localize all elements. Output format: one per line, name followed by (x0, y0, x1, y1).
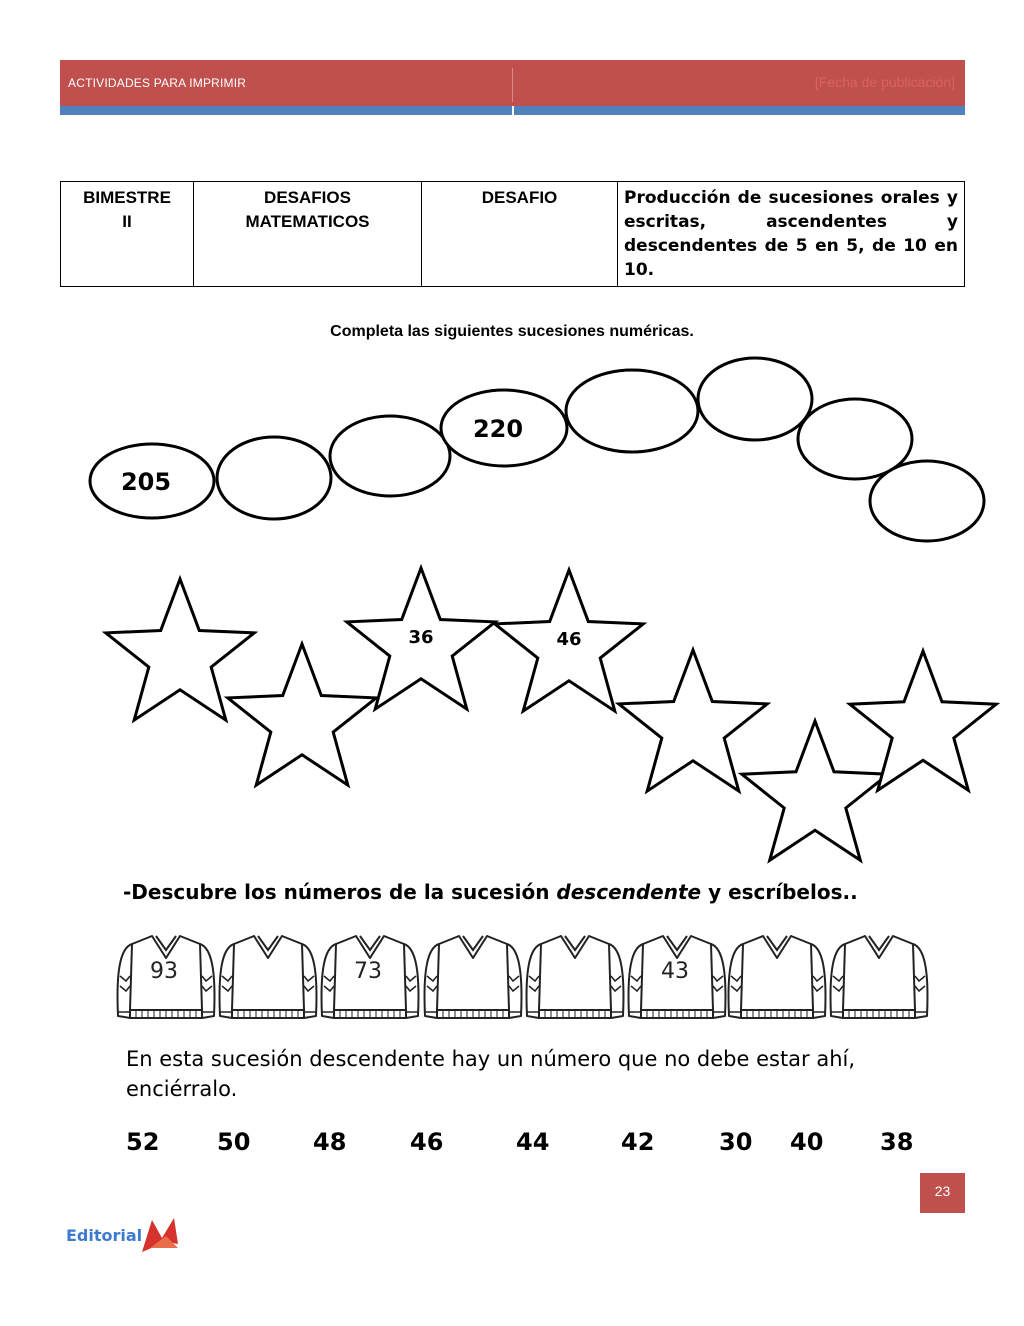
bimestre-label: BIMESTRE (83, 188, 171, 207)
sequence-number[interactable]: 30 (719, 1128, 753, 1156)
sequence-star[interactable] (228, 644, 376, 785)
oval-number: 220 (472, 415, 524, 443)
sequence-star[interactable] (619, 650, 767, 791)
sweater[interactable] (322, 936, 419, 1018)
sweater[interactable] (831, 936, 928, 1018)
desafios-label-1: DESAFIOS (264, 188, 351, 207)
star-number: 36 (408, 627, 434, 648)
sequence-number[interactable]: 46 (410, 1128, 444, 1156)
logo-text: Editorial (66, 1226, 143, 1245)
sequence-oval[interactable] (698, 358, 812, 440)
title-part-1: -Descubre los números de la sucesión (123, 880, 557, 904)
oval-number: 205 (120, 468, 172, 496)
sweater[interactable] (118, 936, 215, 1018)
sweater[interactable] (629, 936, 726, 1018)
sequence-star[interactable] (850, 651, 996, 790)
title-part-2: y escríbelos.. (701, 880, 858, 904)
sweater[interactable] (220, 936, 317, 1018)
sweater-number: 73 (354, 959, 382, 984)
odd-one-out-instruction: En esta sucesión descendente hay un número que no debe estar ahí, enciérralo. (126, 1047, 856, 1101)
editorial-logo (66, 1214, 186, 1256)
sequence-number[interactable]: 42 (621, 1128, 655, 1156)
sequence-oval[interactable] (566, 370, 698, 452)
sweater[interactable] (729, 936, 826, 1018)
sequence-oval[interactable] (870, 461, 984, 541)
sequence-number[interactable]: 44 (516, 1128, 550, 1156)
description-text: Producción de sucesiones orales y escritas, ascendentes y descendentes de 5 en 5, de 10 en 10. (624, 188, 958, 280)
desafio-label: DESAFIO (481, 188, 558, 207)
sweater-number: 93 (150, 959, 178, 984)
title-italic-word: descendente (556, 880, 702, 904)
sequence-star[interactable] (742, 721, 888, 860)
header-title: ACTIVIDADES PARA IMPRIMIR (68, 76, 247, 90)
sequence-oval[interactable] (217, 437, 331, 519)
page-number: 23 (920, 1173, 965, 1213)
sequence-number[interactable]: 50 (217, 1128, 251, 1156)
sweater-exercise-title (123, 880, 858, 904)
sequence-oval[interactable] (330, 416, 450, 496)
sweater-sequence (118, 936, 928, 1018)
sequence-number[interactable]: 40 (790, 1128, 824, 1156)
header-date-placeholder: [Fecha de publicación] (814, 74, 955, 90)
star-number: 46 (556, 629, 582, 650)
sweater[interactable] (425, 936, 522, 1018)
sweater[interactable] (527, 936, 624, 1018)
sequence-number[interactable]: 38 (880, 1128, 914, 1156)
sweater-number: 43 (661, 959, 689, 984)
oval-sequence (90, 358, 984, 541)
section1-instruction: Completa las siguientes sucesiones numéricas. (330, 323, 694, 340)
star-sequence (106, 568, 996, 860)
desafios-label-2: MATEMATICOS (245, 212, 370, 231)
bimestre-value: II (122, 212, 132, 231)
md-logo-mark-icon (66, 1214, 186, 1256)
sequence-number[interactable]: 48 (313, 1128, 347, 1156)
sequence-number[interactable]: 52 (126, 1128, 160, 1156)
